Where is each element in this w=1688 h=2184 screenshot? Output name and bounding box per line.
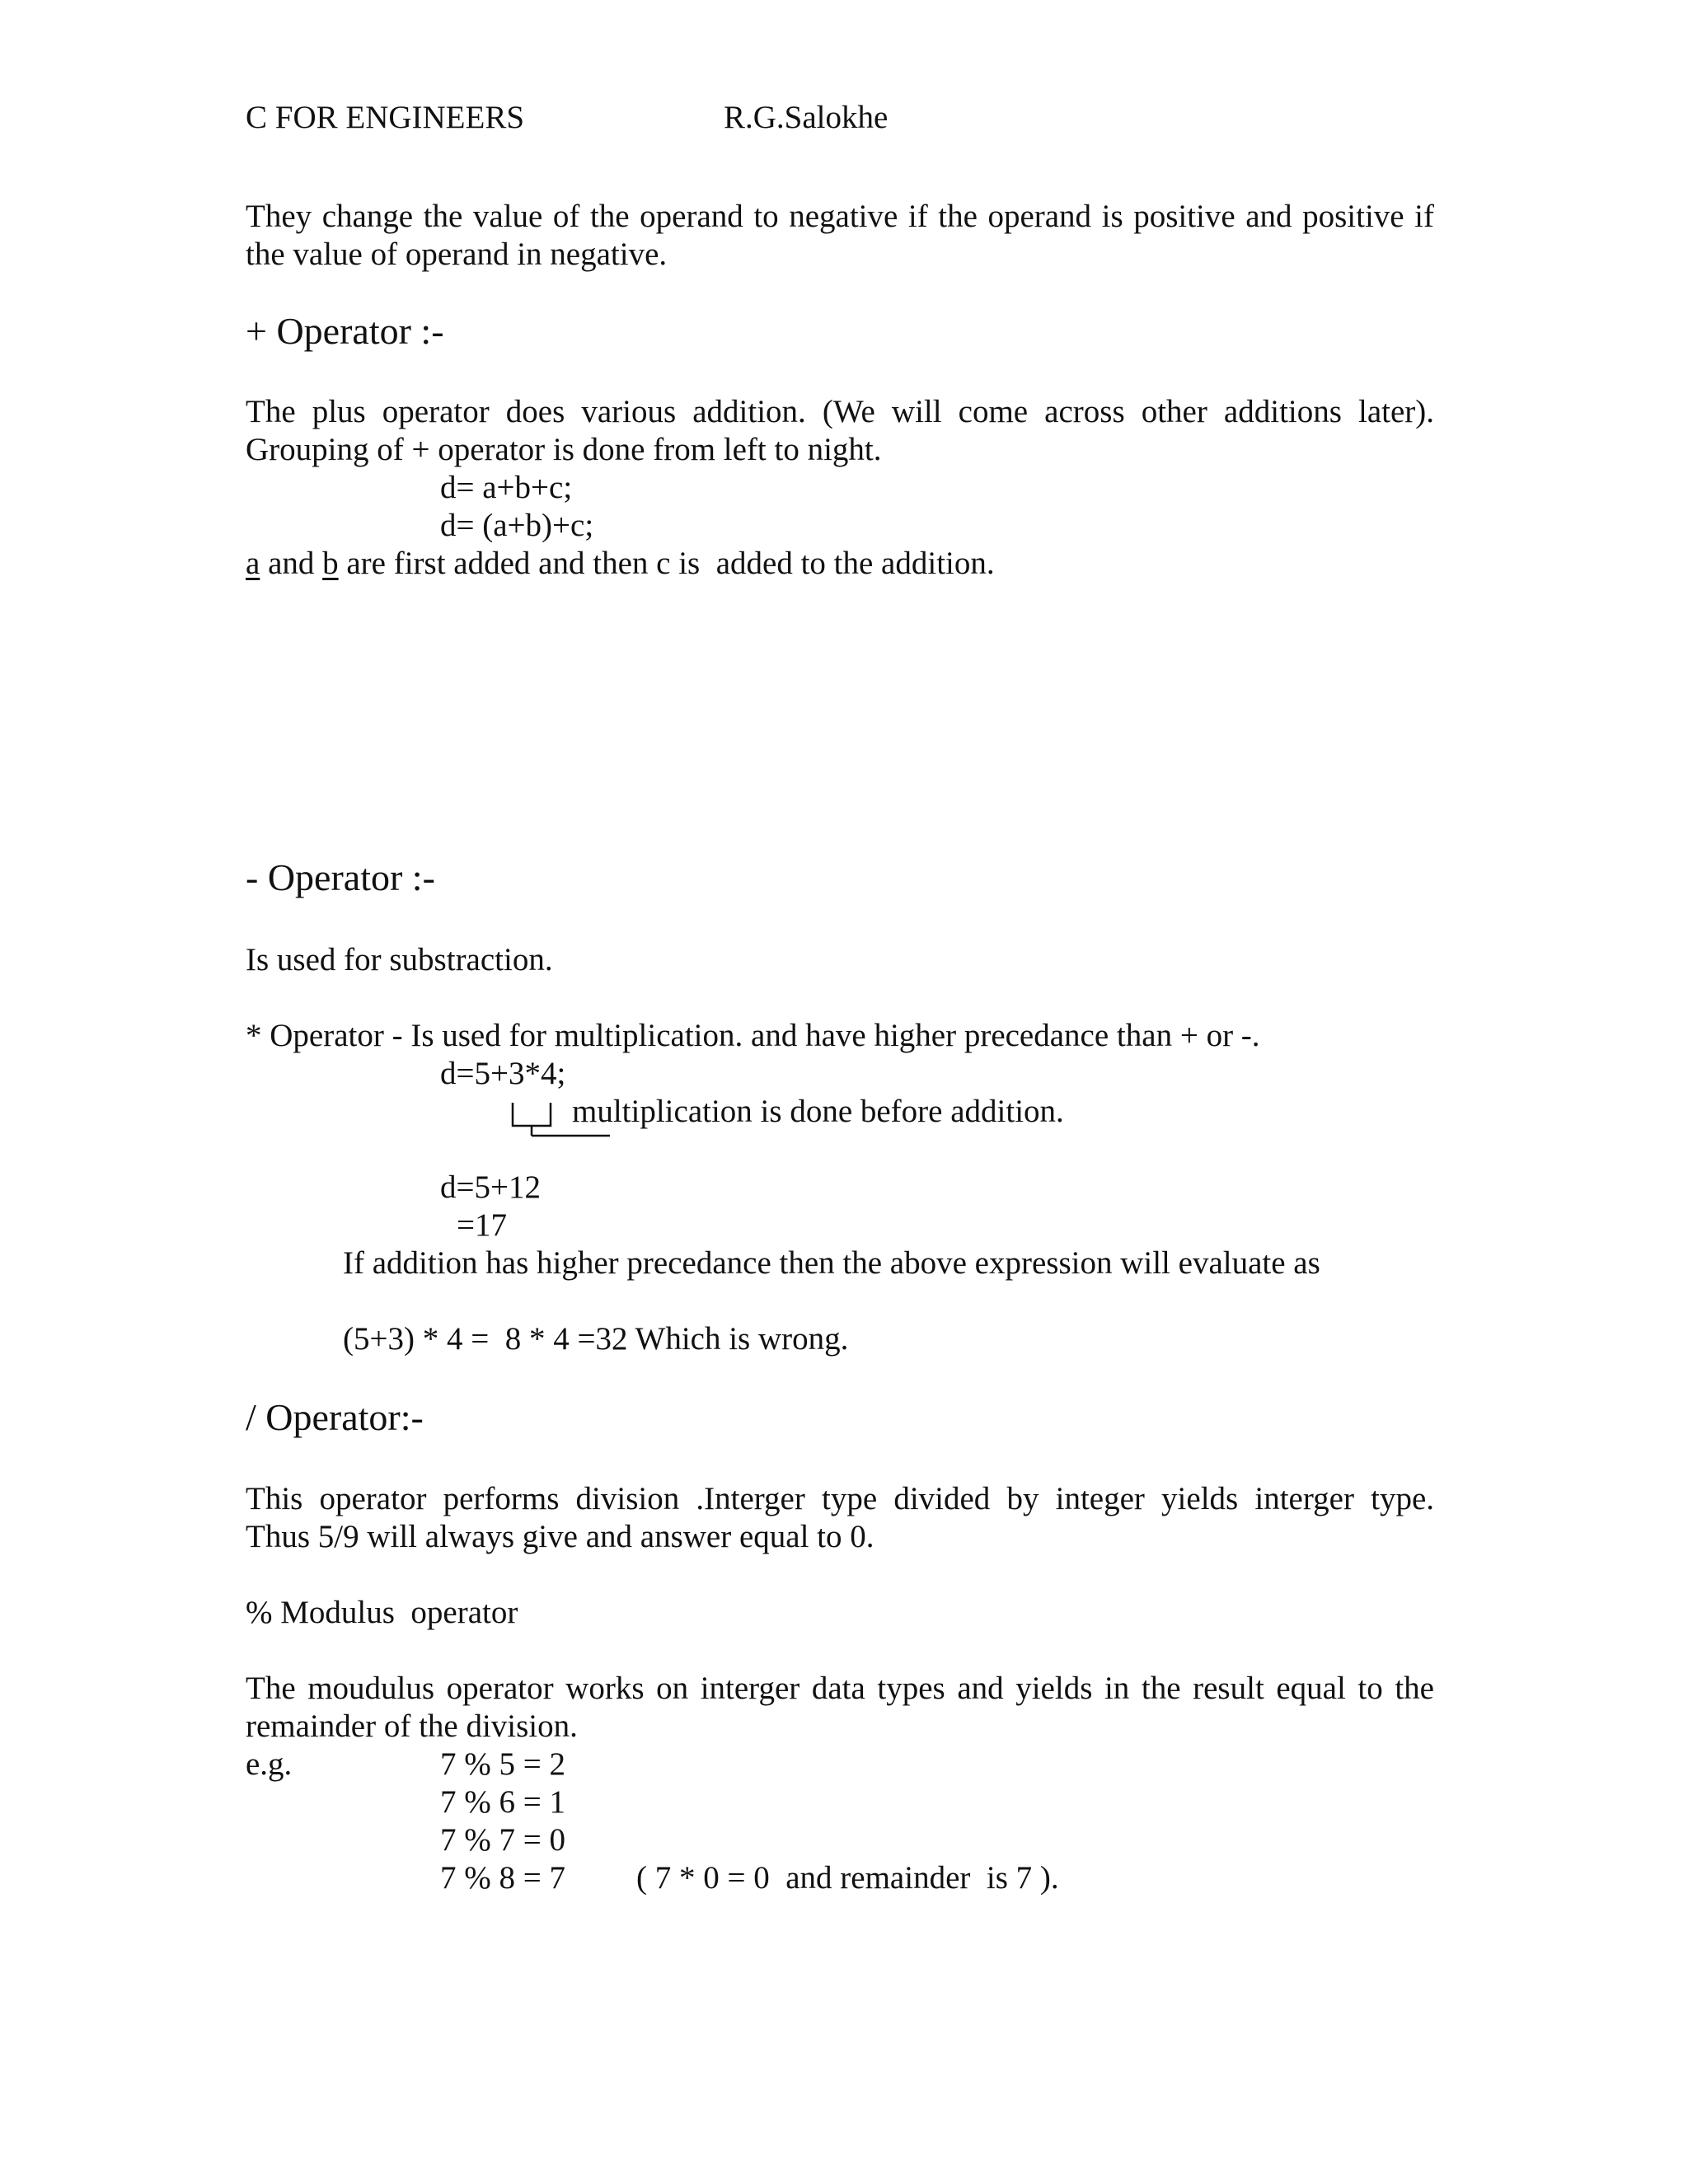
div-text-line-2: Thus 5/9 will always give and answer equal to 0. <box>246 1519 874 1554</box>
div-text-line-1: This operator performs division .Interger type divided by integer yields interger type. <box>246 1481 1434 1516</box>
mod-heading: % Modulus operator <box>246 1595 518 1630</box>
mod-example-2: 7 % 6 = 1 <box>440 1784 565 1820</box>
plus-note-rest: are first added and then c is added to the addition. <box>338 546 995 581</box>
mult-bracket-note: multiplication is done before addition. <box>572 1094 1064 1129</box>
mult-code-2: d=5+12 <box>440 1169 541 1205</box>
plus-code-1: d= a+b+c; <box>440 470 573 505</box>
mod-example-1: 7 % 5 = 2 <box>440 1746 565 1782</box>
intro-line-1: They change the value of the operand to negative if the operand is positive and positive if <box>246 199 1434 234</box>
plus-note-b: b <box>322 546 339 581</box>
mod-example-3: 7 % 7 = 0 <box>440 1822 565 1858</box>
header-author: R.G.Salokhe <box>724 100 889 135</box>
mult-if-text: If addition has higher precedance then the above expression will evaluate as <box>343 1245 1320 1281</box>
header-title: C FOR ENGINEERS <box>246 100 525 135</box>
mult-wrong-example: (5+3) * 4 = 8 * 4 =32 Which is wrong. <box>343 1321 849 1357</box>
mult-text: * Operator - Is used for multiplication. and have higher precedance than + or -. <box>246 1018 1260 1053</box>
plus-code-2: d= (a+b)+c; <box>440 508 594 543</box>
mod-text-line-2: remainder of the division. <box>246 1708 578 1744</box>
plus-note-and: and <box>260 546 323 581</box>
plus-operator-heading: + Operator :- <box>246 310 444 352</box>
mult-code-3: =17 <box>457 1207 507 1243</box>
plus-note <box>246 545 995 583</box>
minus-operator-heading: - Operator :- <box>246 856 435 898</box>
mod-example-4: 7 % 8 = 7 <box>440 1860 565 1896</box>
mult-code-1: d=5+3*4; <box>440 1056 566 1091</box>
minus-text: Is used for substraction. <box>246 942 553 977</box>
plus-text-line-1: The plus operator does various addition. (We will come across other additions later). <box>246 394 1434 429</box>
plus-text-line-2: Grouping of + operator is done from left to night. <box>246 432 882 467</box>
mod-example-4-note: ( 7 * 0 = 0 and remainder is 7 ). <box>636 1860 1059 1896</box>
mod-eg-label: e.g. <box>246 1746 293 1782</box>
mod-text-line-1: The moudulus operator works on interger data types and yields in the result equal to the <box>246 1671 1434 1706</box>
intro-line-2: the value of operand in negative. <box>246 237 668 272</box>
div-operator-heading: / Operator:- <box>246 1396 424 1438</box>
plus-note-a: a <box>246 546 260 581</box>
